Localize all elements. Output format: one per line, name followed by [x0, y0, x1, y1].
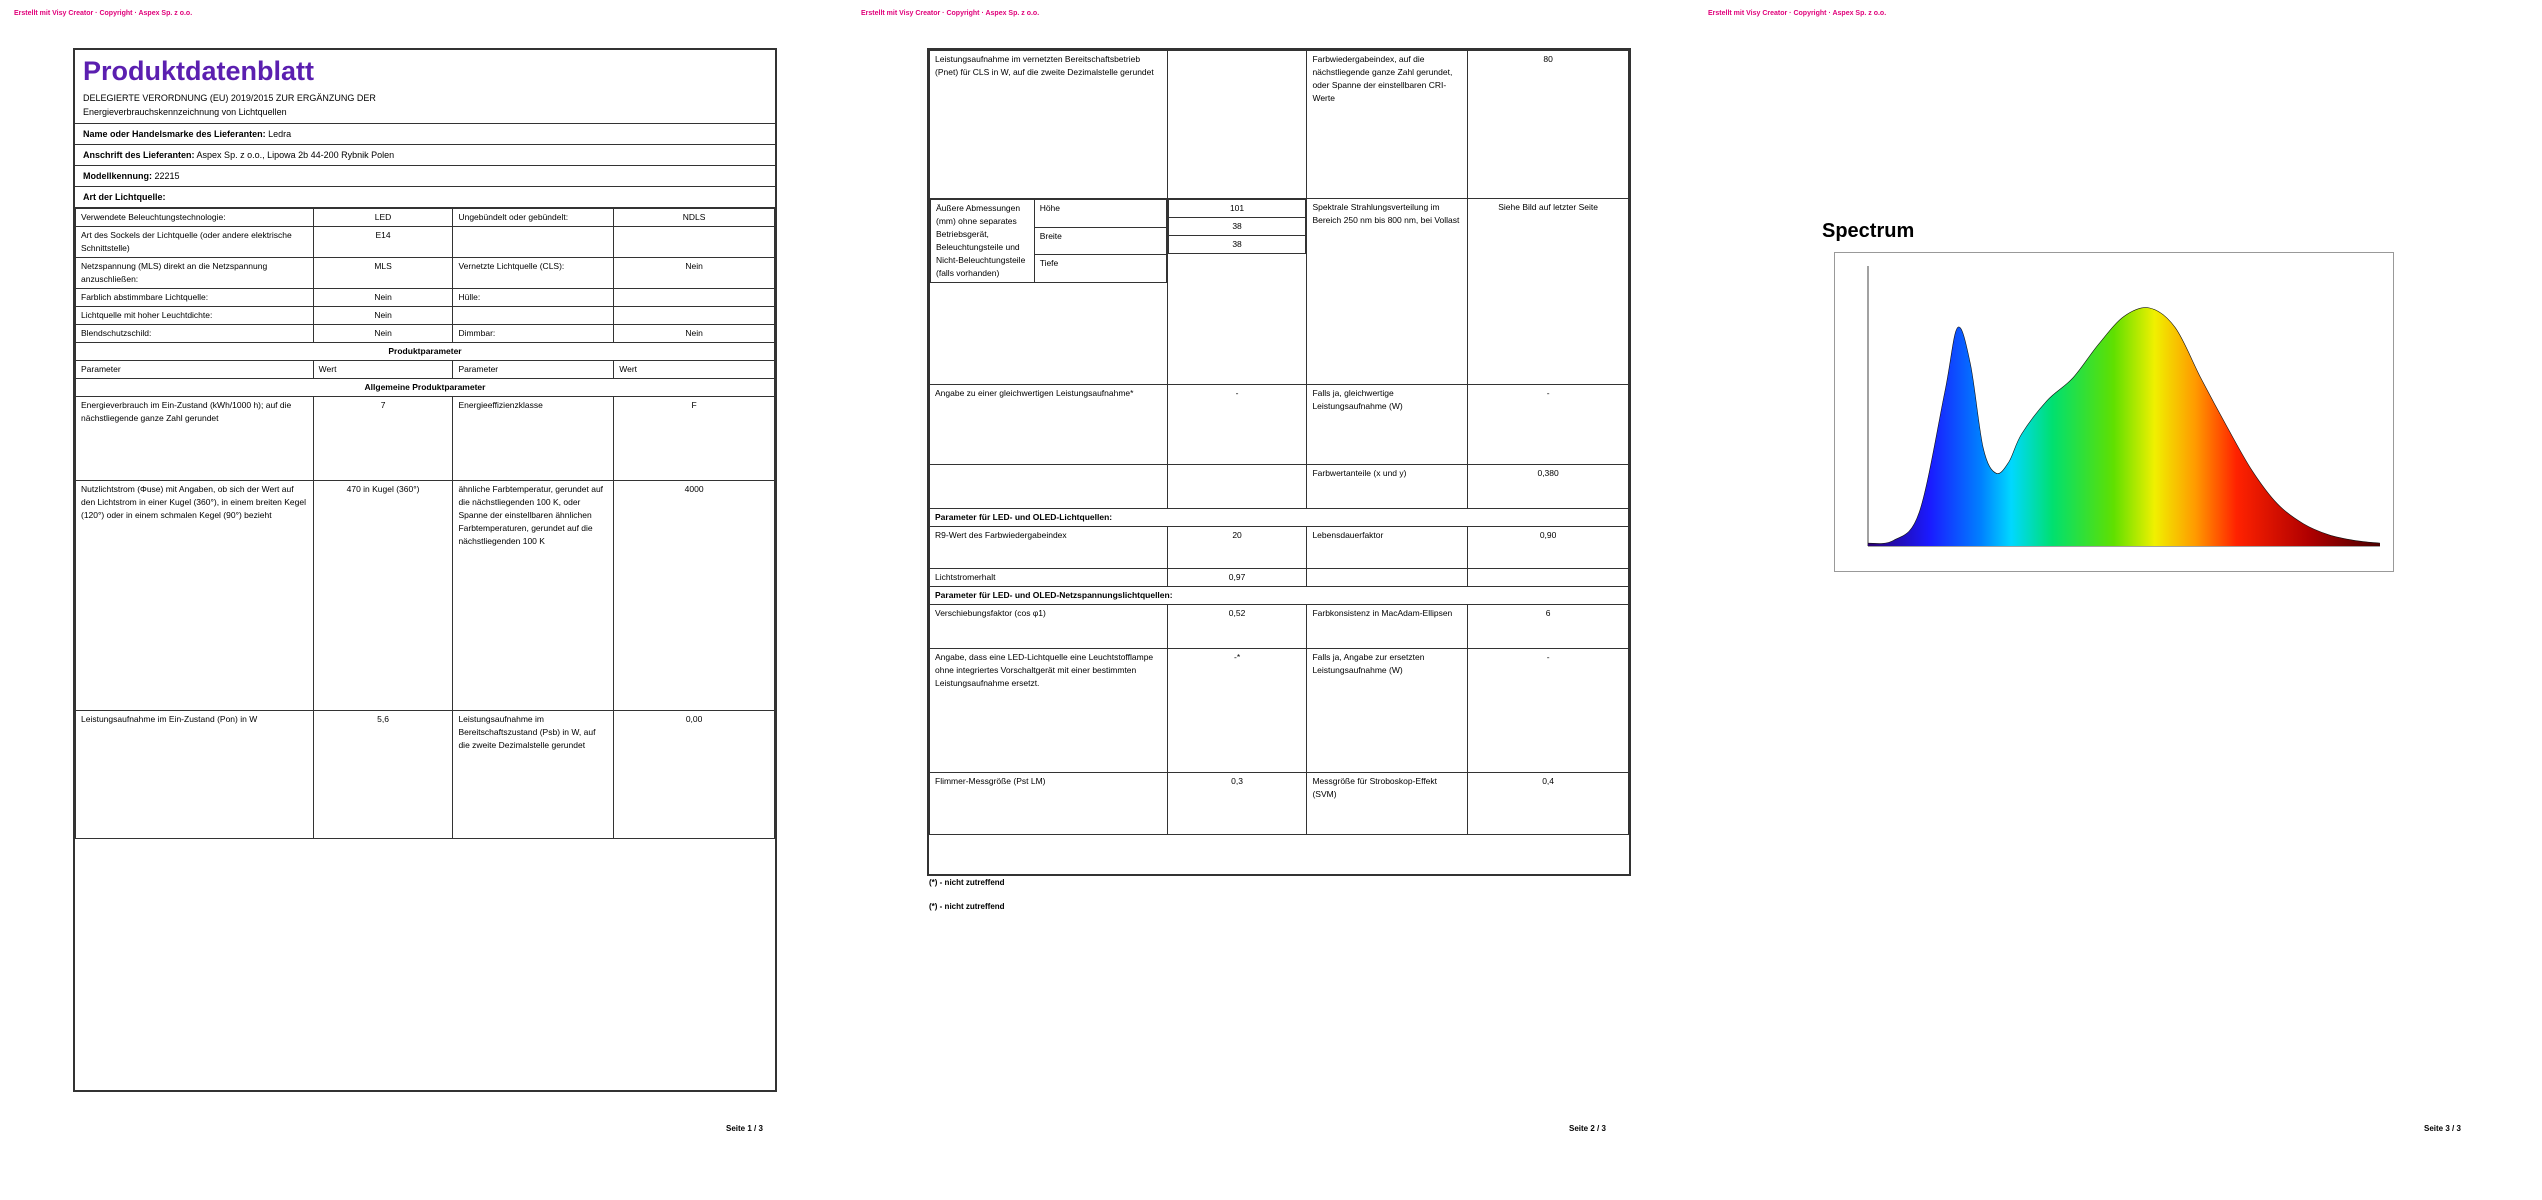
- watermark: Erstellt mit Visy Creator · Copyright · Aspex Sp. z o.o.: [861, 10, 1040, 17]
- table-cell: [453, 227, 614, 258]
- table-cell: ähnliche Farbtemperatur, gerundet auf die nächstliegenden 100 K, oder Spanne der einstellbaren ähnlichen Farbtemperaturen, gerundet auf die nächstliegenden 100 K: [453, 481, 614, 711]
- table-row: [76, 227, 775, 258]
- table-cell: Lichtstromerhalt: [930, 569, 1168, 587]
- table-cell: Siehe Bild auf letzter Seite: [1468, 199, 1629, 385]
- table-cell: [1167, 465, 1307, 509]
- footnote-1: (*) - nicht zutreffend: [929, 878, 1005, 887]
- datasheet-box-continued: [927, 48, 1631, 876]
- table-row: [76, 397, 775, 481]
- table-cell: Ungebündelt oder gebündelt:: [453, 209, 614, 227]
- table-cell: Energieeffizienzklasse: [453, 397, 614, 481]
- table-cell: [614, 307, 775, 325]
- table-row: [930, 649, 1629, 773]
- dim-label: Höhe: [1034, 200, 1166, 228]
- dimensions-values: [1168, 199, 1307, 254]
- table-row: [76, 289, 775, 307]
- table-cell: Vernetzte Lichtquelle (CLS):: [453, 258, 614, 289]
- section-header-row: [930, 587, 1629, 605]
- page-3: [1694, 0, 2541, 1200]
- table-cell: Nutzlichtstrom (Φuse) mit Angaben, ob sich der Wert auf den Lichtstrom in einer Kugel (360°), in einem breiten Kegel (120°) oder in einem schmalen Kegel (90°) bezieht: [76, 481, 314, 711]
- section-header-row: [76, 379, 775, 397]
- dimensions-label: Äußere Abmessungen (mm) ohne separates Betriebsgerät, Beleuchtungsteile und Nicht-Beleuchtungsteile (falls vorhanden): [931, 200, 1035, 283]
- table-row: [1168, 200, 1306, 218]
- table-row: [931, 200, 1167, 228]
- table-cell: Netzspannung (MLS) direkt an die Netzspannung anzuschließen:: [76, 258, 314, 289]
- type-label: Art der Lichtquelle:: [83, 192, 166, 202]
- subtitle: [75, 91, 775, 123]
- table-cell: E14: [313, 227, 453, 258]
- table-cell: Messgröße für Stroboskop-Effekt (SVM): [1307, 773, 1468, 835]
- model-value: 22215: [154, 171, 180, 181]
- table-row: [930, 465, 1629, 509]
- page-title: Produktdatenblatt: [83, 56, 315, 86]
- table-cell: 470 in Kugel (360°): [313, 481, 453, 711]
- page-number: Seite 2 / 3: [1569, 1124, 1606, 1133]
- dim-label: Breite: [1034, 227, 1166, 255]
- table-cell: Lichtquelle mit hoher Leuchtdichte:: [76, 307, 314, 325]
- table-cell: [453, 307, 614, 325]
- table-cell: R9-Wert des Farbwiedergabeindex: [930, 527, 1168, 569]
- table-row: [930, 527, 1629, 569]
- table-row: [930, 605, 1629, 649]
- column-header: Wert: [614, 361, 775, 379]
- table-cell: Angabe zu einer gleichwertigen Leistungsaufnahme*: [930, 385, 1168, 465]
- subtitle-line-2: Energieverbrauchskennzeichnung von Lichtquellen: [83, 107, 287, 117]
- table-cell: Leistungsaufnahme im Bereitschaftszustand (Psb) in W, auf die zweite Dezimalstelle gerundet: [453, 711, 614, 839]
- table-row: [76, 209, 775, 227]
- table-cell: Leistungsaufnahme im Ein-Zustand (Pon) in W: [76, 711, 314, 839]
- table-cell: Blendschutzschild:: [76, 325, 314, 343]
- param-header-row: [76, 361, 775, 379]
- datasheet-box: [73, 48, 777, 1092]
- table-row: [76, 325, 775, 343]
- table-cell: -: [1167, 385, 1307, 465]
- section-header-row: [930, 509, 1629, 527]
- table-cell: 0,90: [1468, 527, 1629, 569]
- column-header: Parameter: [76, 361, 314, 379]
- table-cell: 6: [1468, 605, 1629, 649]
- supplier-row: [75, 123, 775, 144]
- table-cell: F: [614, 397, 775, 481]
- table-cell: Nein: [313, 289, 453, 307]
- general-params-heading: Allgemeine Produktparameter: [76, 379, 775, 397]
- table-row: [930, 385, 1629, 465]
- table-cell: [614, 227, 775, 258]
- table-cell: Hülle:: [453, 289, 614, 307]
- table-cell: 0,00: [614, 711, 775, 839]
- dim-value: 101: [1168, 200, 1306, 218]
- dim-value: 38: [1168, 218, 1306, 236]
- table-cell: 0,380: [1468, 465, 1629, 509]
- table-cell: 0,3: [1167, 773, 1307, 835]
- page-number: Seite 1 / 3: [726, 1124, 763, 1133]
- table-cell: 0,4: [1468, 773, 1629, 835]
- table-row: [76, 711, 775, 839]
- table-cell: [1468, 569, 1629, 587]
- table-row: [76, 258, 775, 289]
- column-header: Wert: [313, 361, 453, 379]
- dim-value: 38: [1168, 236, 1306, 254]
- table-row: [930, 773, 1629, 835]
- spectrum-chart: [1834, 252, 2394, 572]
- table-cell: MLS: [313, 258, 453, 289]
- supplier-label: Name oder Handelsmarke des Lieferanten:: [83, 129, 266, 139]
- table-cell: Verwendete Beleuchtungstechnologie:: [76, 209, 314, 227]
- page-number: Seite 3 / 3: [2424, 1124, 2461, 1133]
- table-cell: Nein: [313, 307, 453, 325]
- model-label: Modellkennung:: [83, 171, 152, 181]
- table-row: [76, 307, 775, 325]
- table-row: [930, 51, 1629, 199]
- page-1: [0, 0, 847, 1200]
- table-cell: Nein: [614, 258, 775, 289]
- model-row: [75, 165, 775, 186]
- address-label: Anschrift des Lieferanten:: [83, 150, 195, 160]
- page-2: [847, 0, 1694, 1200]
- address-row: [75, 144, 775, 165]
- mains-params-heading: Parameter für LED- und OLED-Netzspannungslichtquellen:: [930, 587, 1629, 605]
- table-cell: Verschiebungsfaktor (cos φ1): [930, 605, 1168, 649]
- table-row: [930, 199, 1629, 385]
- table-cell: LED: [313, 209, 453, 227]
- watermark: Erstellt mit Visy Creator · Copyright · Aspex Sp. z o.o.: [14, 10, 193, 17]
- table-cell: NDLS: [614, 209, 775, 227]
- table-cell: 4000: [614, 481, 775, 711]
- params-table-continued: [929, 50, 1629, 835]
- table-cell: [1307, 569, 1468, 587]
- table-cell: Farblich abstimmbare Lichtquelle:: [76, 289, 314, 307]
- table-cell: Lebensdauerfaktor: [1307, 527, 1468, 569]
- table-cell: Farbkonsistenz in MacAdam-Ellipsen: [1307, 605, 1468, 649]
- table-row: [1168, 218, 1306, 236]
- dimensions-values-cell: [1167, 199, 1307, 385]
- table-cell: [1167, 51, 1307, 199]
- table-cell: Farbwertanteile (x und y): [1307, 465, 1468, 509]
- table-cell: Energieverbrauch im Ein-Zustand (kWh/1000 h); auf die nächstliegende ganze Zahl gerundet: [76, 397, 314, 481]
- table-cell: 20: [1167, 527, 1307, 569]
- table-cell: 80: [1468, 51, 1629, 199]
- table-cell: 0,97: [1167, 569, 1307, 587]
- footnote-2: (*) - nicht zutreffend: [929, 902, 1005, 911]
- led-params-heading: Parameter für LED- und OLED-Lichtquellen:: [930, 509, 1629, 527]
- table-cell: Falls ja, gleichwertige Leistungsaufnahme (W): [1307, 385, 1468, 465]
- table-cell: Nein: [313, 325, 453, 343]
- product-params-heading: Produktparameter: [76, 343, 775, 361]
- spectrum-title: Spectrum: [1822, 220, 1915, 242]
- table-cell: Leistungsaufnahme im vernetzten Bereitschaftsbetrieb (Pnet) für CLS in W, auf die zweite Dezimalstelle gerundet: [930, 51, 1168, 199]
- type-row: [75, 186, 775, 208]
- section-header-row: [76, 343, 775, 361]
- table-cell: -: [1468, 649, 1629, 773]
- supplier-value: Ledra: [268, 129, 292, 139]
- column-header: Parameter: [453, 361, 614, 379]
- address-value: Aspex Sp. z o.o., Lipowa 2b 44-200 Rybnik Polen: [196, 150, 395, 160]
- table-cell: Art des Sockels der Lichtquelle (oder andere elektrische Schnittstelle): [76, 227, 314, 258]
- table-cell: Farbwiedergabeindex, auf die nächstliegende ganze Zahl gerundet, oder Spanne der einstellbaren CRI-Werte: [1307, 51, 1468, 199]
- light-source-table: [75, 208, 775, 839]
- table-row: [76, 481, 775, 711]
- table-cell: [930, 465, 1168, 509]
- table-cell: Angabe, dass eine LED-Lichtquelle eine Leuchtstofflampe ohne integriertes Vorschaltgerät mit einer bestimmten Leistungsaufnahme ersetzt.: [930, 649, 1168, 773]
- table-row: [1168, 236, 1306, 254]
- table-cell: -: [1468, 385, 1629, 465]
- table-cell: Falls ja, Angabe zur ersetzten Leistungsaufnahme (W): [1307, 649, 1468, 773]
- table-cell: Flimmer-Messgröße (Pst LM): [930, 773, 1168, 835]
- dim-label: Tiefe: [1034, 255, 1166, 283]
- table-cell: Nein: [614, 325, 775, 343]
- table-cell: Dimmbar:: [453, 325, 614, 343]
- table-cell: 5,6: [313, 711, 453, 839]
- table-cell: 7: [313, 397, 453, 481]
- watermark: Erstellt mit Visy Creator · Copyright · Aspex Sp. z o.o.: [1708, 10, 1887, 17]
- table-cell: [614, 289, 775, 307]
- table-cell: -*: [1167, 649, 1307, 773]
- dimensions-table: [930, 199, 1167, 283]
- table-cell: 0,52: [1167, 605, 1307, 649]
- table-row: [930, 569, 1629, 587]
- dimensions-cell: [930, 199, 1168, 385]
- subtitle-line-1: DELEGIERTE VERORDNUNG (EU) 2019/2015 ZUR ERGÄNZUNG DER: [83, 93, 376, 103]
- table-cell: Spektrale Strahlungsverteilung im Bereich 250 nm bis 800 nm, bei Vollast: [1307, 199, 1468, 385]
